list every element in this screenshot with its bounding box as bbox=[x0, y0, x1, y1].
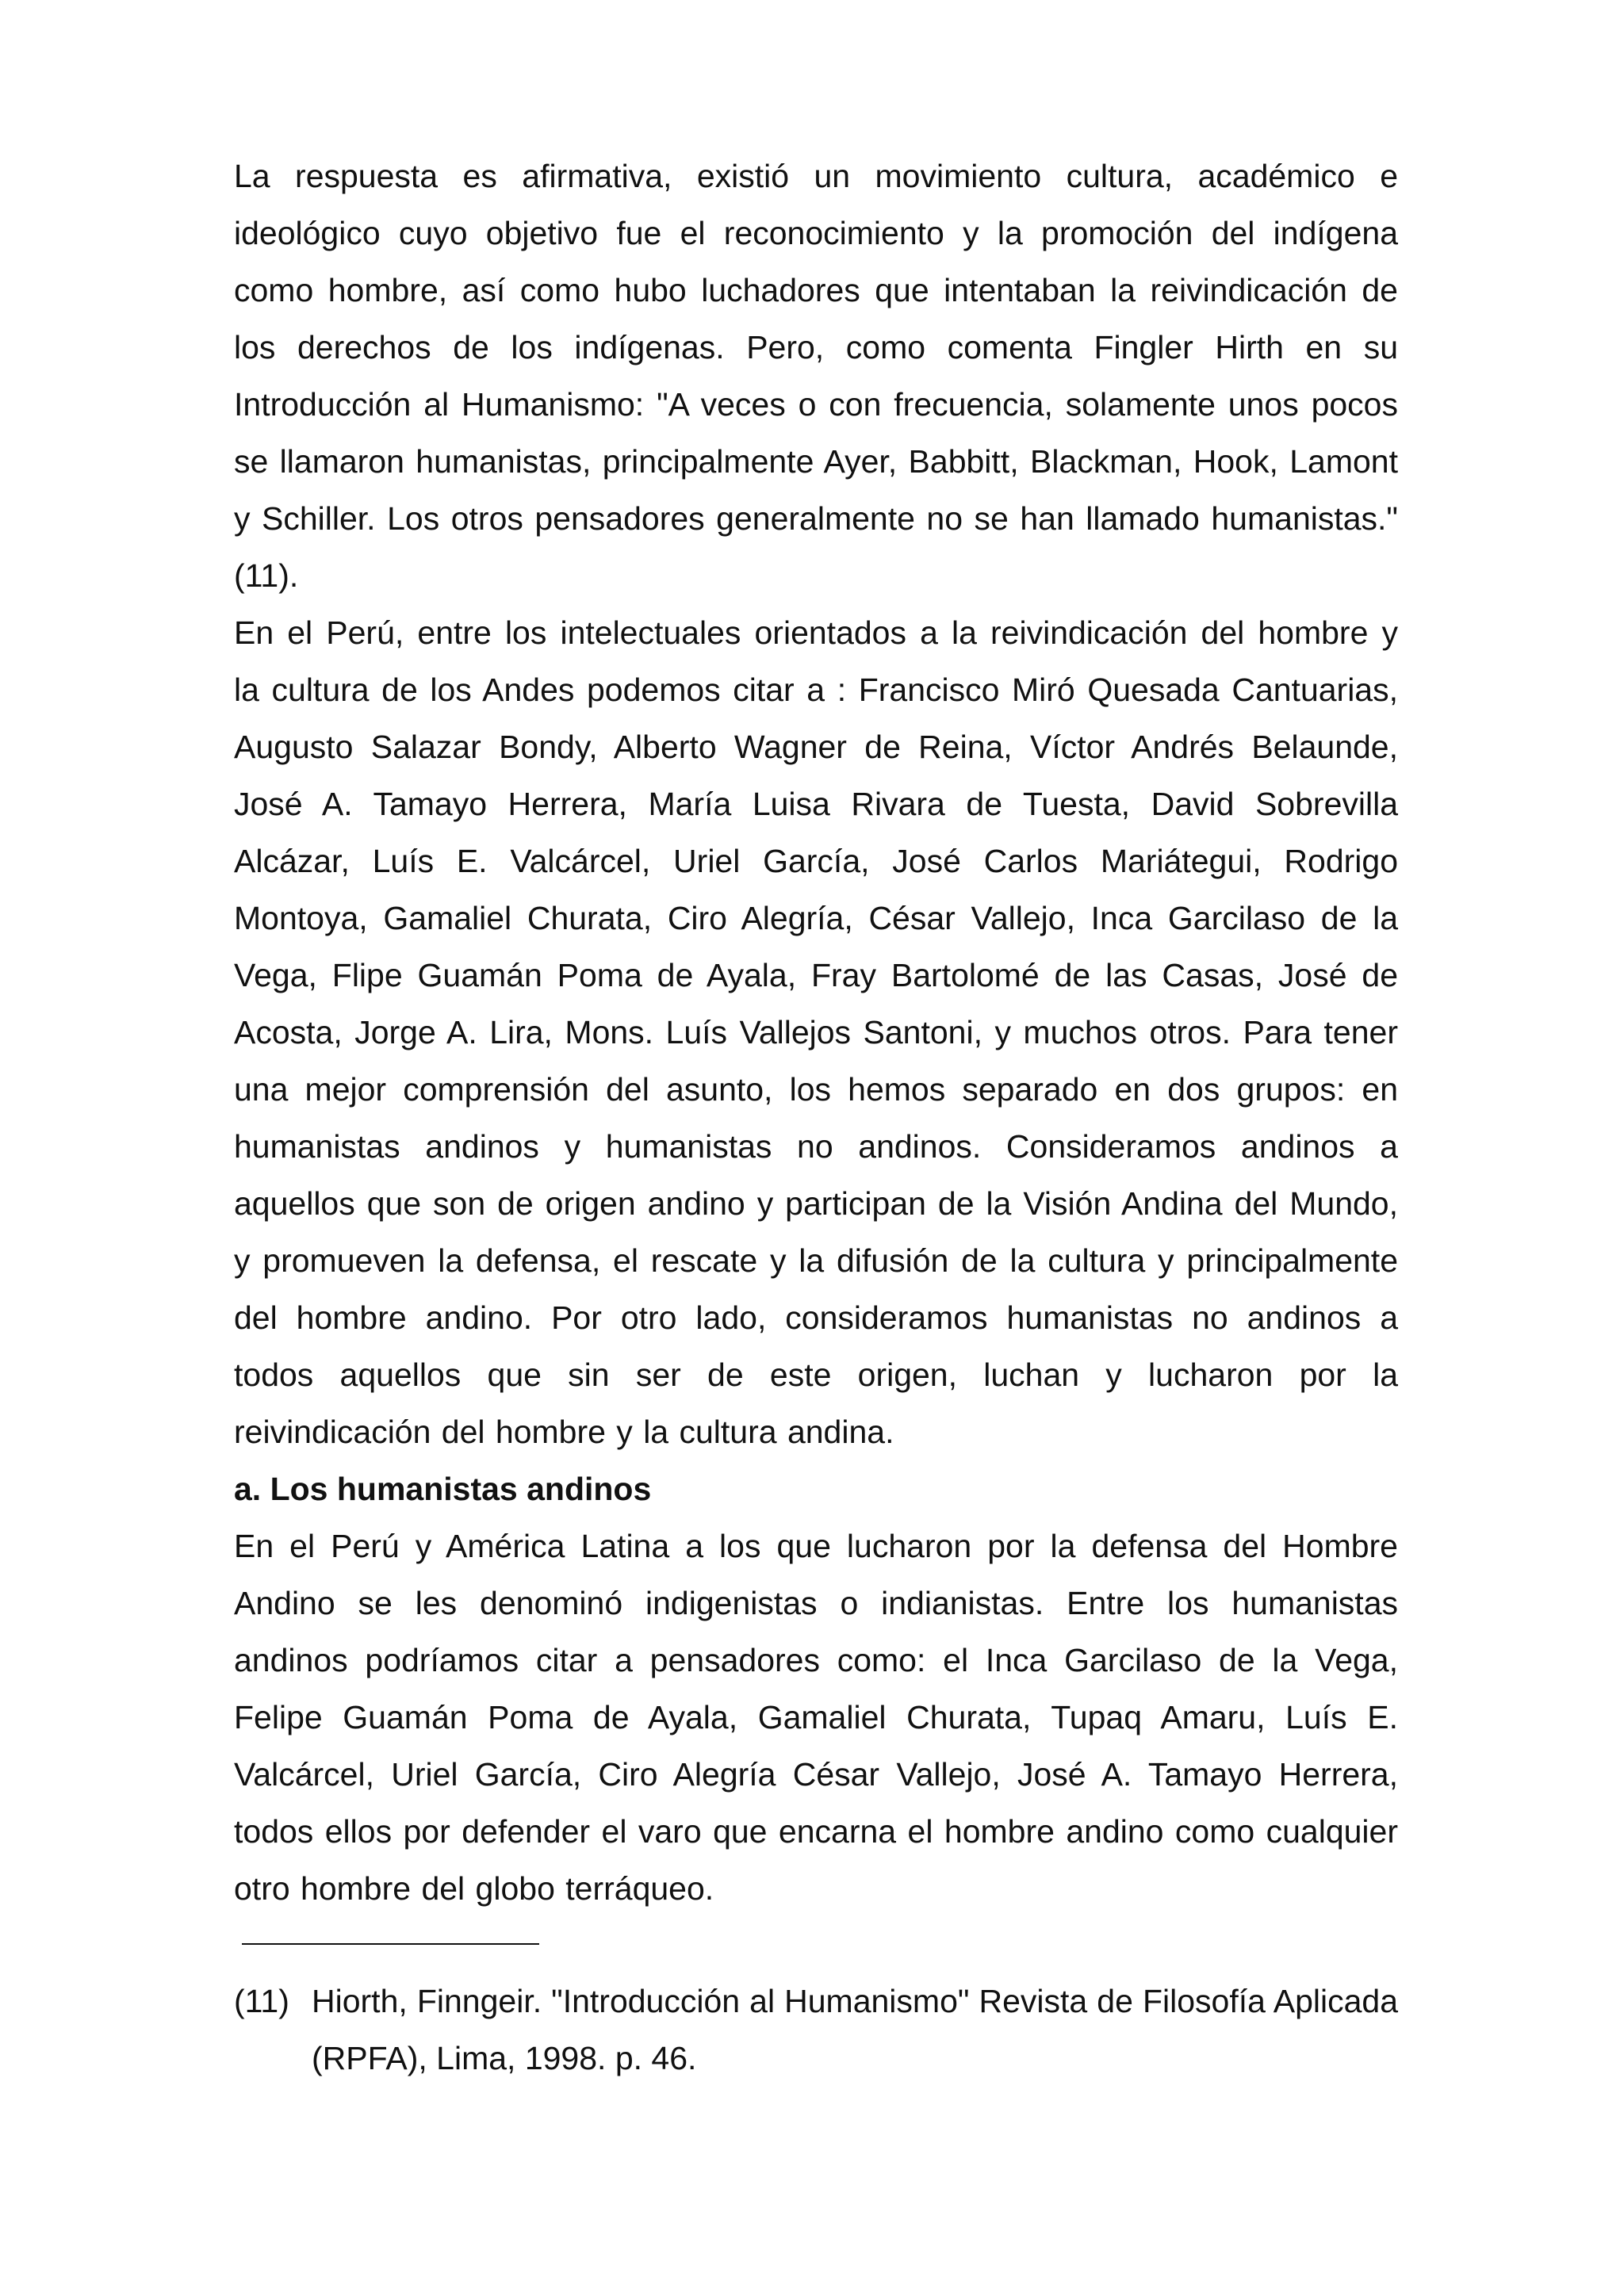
paragraph-andean-humanists: En el Perú y América Latina a los que lucharon por la defensa del Hombre Andino se les denominó indigenistas o indianistas. Entre los humanistas andinos podríamos citar a pensadores como: el Inca Garcilaso de la Vega, Felipe Guamán Poma de Ayala, Gamaliel Churata, Tupaq Amaru, Luís E. Valcárcel, Uriel García, Ciro Alegría César Vallejo, José A. Tamayo Herrera, todos ellos por defender el varo que encarna el hombre andino como cualquier otro hombre del globo terráqueo. bbox=[234, 1528, 1398, 1907]
footnote bbox=[234, 1973, 1398, 2087]
section-heading: a. Los humanistas andinos bbox=[234, 1471, 652, 1507]
paragraph-peru-intellectuals: En el Perú, entre los intelectuales orientados a la reivindicación del hombre y la cultura de los Andes podemos citar a : Francisco Miró Quesada Cantuarias, Augusto Salazar Bondy, Alberto Wagner de Reina, Víctor Andrés Belaunde, José A. Tamayo Herrera, María Luisa Rivara de Tuesta, David Sobrevilla Alcázar, Luís E. Valcárcel, Uriel García, José Carlos Mariátegui, Rodrigo Montoya, Gamaliel Churata, Ciro Alegría, César Vallejo, Inca Garcilaso de la Vega, Flipe Guamán Poma de Ayala, Fray Bartolomé de las Casas, José de Acosta, Jorge A. Lira, Mons. Luís Vallejos Santoni, y muchos otros. Para tener una mejor comprensión del asunto, los hemos separado en dos grupos: en humanistas andinos y humanistas no andinos. Consideramos andinos a aquellos que son de origen andino y participan de la Visión Andina del Mundo, y promueven la defensa, el rescate y la difusión de la cultura y principalmente del hombre andino. Por otro lado, consideramos humanistas no andinos a todos aquellos que sin ser de este origen, luchan y lucharon por la reivindicación del hombre y la cultura andina. bbox=[234, 614, 1398, 1450]
document-body bbox=[234, 147, 1398, 1917]
paragraph-intro: La respuesta es afirmativa, existió un movimiento cultura, académico e ideológico cuyo objetivo fue el reconocimiento y la promoción del indígena como hombre, así como hubo luchadores que intentaban la reivindicación de los derechos de los indígenas. Pero, como comenta Fingler Hirth en su Introducción al Humanismo: "A veces o con frecuencia, solamente unos pocos se llamaron humanistas, principalmente Ayer, Babbitt, Blackman, Hook, Lamont y Schiller. Los otros pensadores generalmente no se han llamado humanistas." (11). bbox=[234, 158, 1398, 594]
footnote-number: (11) bbox=[234, 1983, 289, 2019]
footnote-divider bbox=[242, 1943, 539, 1945]
footnote-text: Hiorth, Finngeir. "Introducción al Humanismo" Revista de Filosofía Aplicada (RPFA), Lima, 1998. p. 46. bbox=[312, 1983, 1398, 2076]
